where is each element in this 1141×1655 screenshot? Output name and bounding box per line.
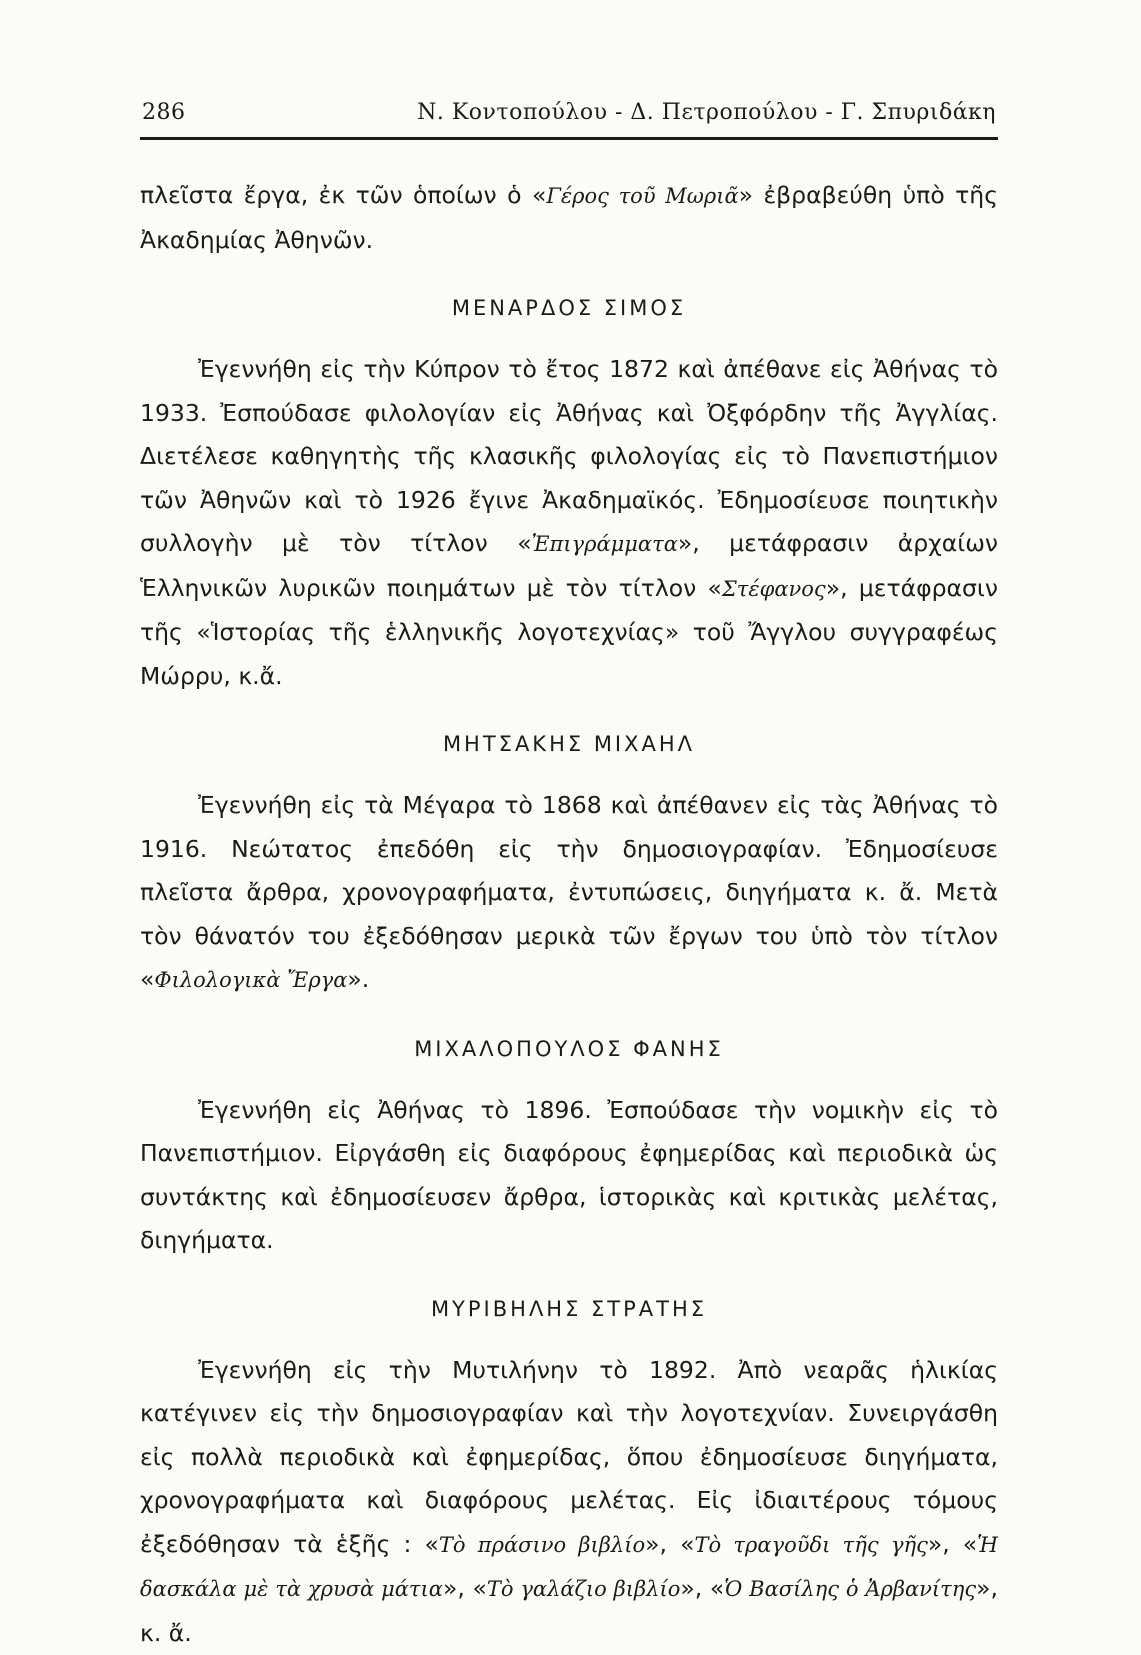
running-title: Ν. Κοντοπούλου - Δ. Πετροπούλου - Γ. Σπυριδάκη [417, 100, 996, 125]
header-rule [140, 137, 998, 140]
entry-body-michalopoulos: Ἐγεννήθη εἰς Ἀθήνας τὸ 1896. Ἐσπούδασε τὴν νομικὴν εἰς τὸ Πανεπιστήμιον. Εἰργάσθη εἰς διαφόρους ἐφημερίδας καὶ περιοδικὰ ὡς συντάκτης καὶ ἐδημοσίευσεν ἄρθρα, ἱστορικὰς καὶ κριτικὰς μελέτας, διηγήματα. [140, 1089, 998, 1263]
book-page [140, 100, 998, 1655]
entry-heading-mitsakis: ΜΗΤΣΑΚΗΣ ΜΙΧΑΗΛ [140, 726, 998, 762]
entry-body-myrivilis: Ἐγεννήθη εἰς τὴν Μυτιλήνην τὸ 1892. Ἀπὸ νεαρᾶς ἡλικίας κατέγινεν εἰς τὴν δημοσιογραφίαν καὶ τὴν λογοτεχνίαν. Συνειργάσθη εἰς πολλὰ περιοδικὰ καὶ ἐφημερίδας, ὅπου ἐδημοσίευσε διηγήματα, χρονογραφήματα καὶ διαφόρους μελέτας. Εἰς ἰδιαιτέρους τόμους ἐξεδόθησαν τὰ ἑξῆς : «Τὸ πράσινο βιβλίο», «Τὸ τραγοῦδι τῆς γῆς», «Ἡ δασκάλα μὲ τὰ χρυσὰ μάτια», «Τὸ γαλάζιο βιβλίο», «Ὁ Βασίλης ὁ Ἀρβανίτης», κ. ἄ. [140, 1349, 998, 1655]
page-number: 286 [142, 100, 186, 125]
entry-heading-myrivilis: ΜΥΡΙΒΗΛΗΣ ΣΤΡΑΤΗΣ [140, 1291, 998, 1327]
entry-body-mitsakis: Ἐγεννήθη εἰς τὰ Μέγαρα τὸ 1868 καὶ ἀπέθανεν εἰς τὰς Ἀθήνας τὸ 1916. Νεώτατος ἐπεδόθη εἰς τὴν δημοσιογραφίαν. Ἐδημοσίευσε πλεῖστα ἄρθρα, χρονογραφήματα, ἐντυπώσεις, διηγήματα κ. ἄ. Μετὰ τὸν θάνατόν του ἐξεδόθησαν μερικὰ τῶν ἔργων του ὑπὸ τὸν τίτλον «Φιλολογικὰ Ἔργα». [140, 784, 998, 1003]
entry-heading-menardos: ΜΕΝΑΡΔΟΣ ΣΙΜΟΣ [140, 290, 998, 326]
running-header [140, 100, 998, 137]
intro-paragraph: πλεῖστα ἔργα, ἐκ τῶν ὁποίων ὁ «Γέρος τοῦ Μωριᾶ» ἐβραβεύθη ὑπὸ τῆς Ἀκαδημίας Ἀθηνῶν. [140, 174, 998, 262]
entry-heading-michalopoulos: ΜΙΧΑΛΟΠΟΥΛΟΣ ΦΑΝΗΣ [140, 1031, 998, 1067]
entry-body-menardos: Ἐγεννήθη εἰς τὴν Κύπρον τὸ ἔτος 1872 καὶ ἀπέθανε εἰς Ἀθήνας τὸ 1933. Ἐσπούδασε φιλολογίαν εἰς Ἀθήνας καὶ Ὀξφόρδην τῆς Ἀγγλίας. Διετέλεσε καθηγητὴς τῆς κλασικῆς φιλολογίας εἰς τὸ Πανεπιστήμιον τῶν Ἀθηνῶν καὶ τὸ 1926 ἔγινε Ἀκαδημαϊκός. Ἐδημοσίευσε ποιητικὴν συλλογὴν μὲ τὸν τίτλον «Ἐπιγράμματα», μετάφρασιν ἀρχαίων Ἑλληνικῶν λυρικῶν ποιημάτων μὲ τὸν τίτλον «Στέφανος», μετάφρασιν τῆς «Ἱστορίας τῆς ἑλληνικῆς λογοτεχνίας» τοῦ Ἄγγλου συγγραφέως Μώρρυ, κ.ἄ. [140, 348, 998, 698]
